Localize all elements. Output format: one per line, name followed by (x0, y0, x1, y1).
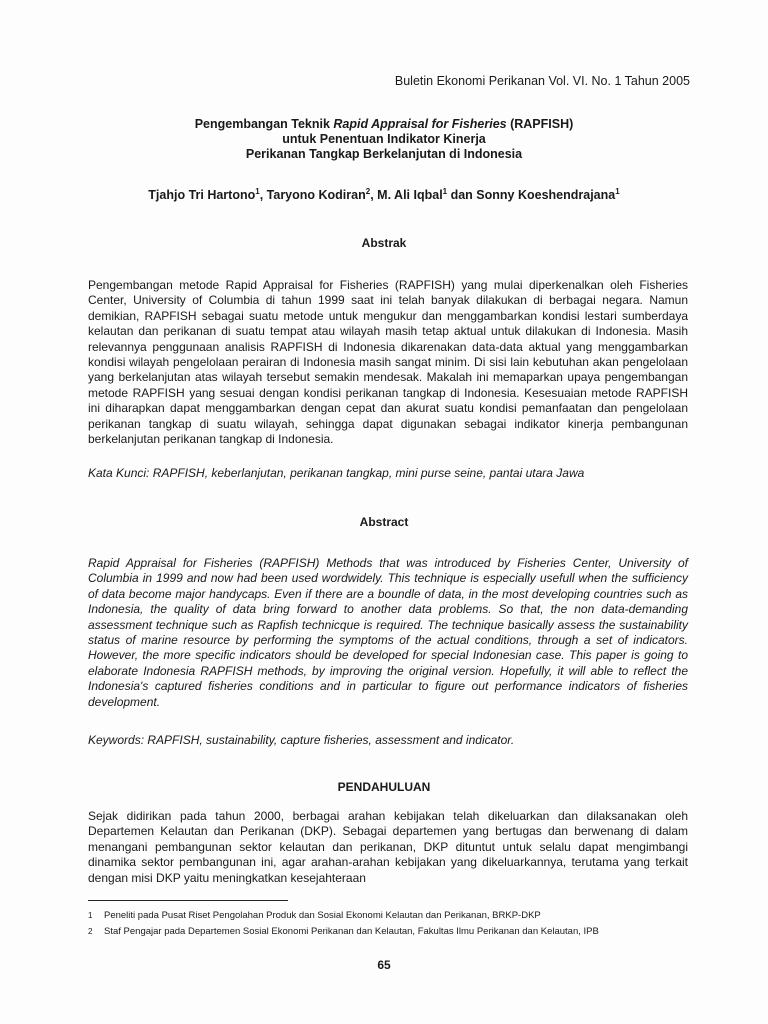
pendahuluan-heading: PENDAHULUAN (337, 780, 431, 794)
abstract-body: Rapid Appraisal for Fisheries (RAPFISH) Methods that was introduced by Fisheries Center, University of Columbia in 1999 and now had been used wordwidely. This technique is especially usefull when the sufficiency of data become major handycaps. Even if there are a boundle of data, in the most developing countries such as Indonesia, the quality of data bring forward to another data problems. So that, the non data-demanding assessment technique such as Rapfish technicque is required. The technique basically assess the sustainability status of marine resource by performing the symptoms of the actual conditions, through a set of indicators. However, the more specific indicators should be developed for special Indonesian case. This paper is going to elaborate Indonesia RAPFISH methods, by improving the original version. Hopefully, it will able to reflect the Indonesia's captured fisheries conditions and in particular to figure out performance indicators of fisheries development. (88, 556, 688, 709)
footnote-text: Peneliti pada Pusat Riset Pengolahan Produk dan Sosial Ekonomi Kelautan dan Perikanan, BRKP-DKP (104, 910, 541, 921)
author-affiliation-mark: 2 (365, 187, 371, 196)
footnote-2 (88, 926, 688, 938)
abstract-keywords: Keywords: RAPFISH, sustainability, capture fisheries, assessment and indicator. (88, 733, 515, 747)
footnote-number: 2 (88, 927, 93, 936)
author-list: Tjahjo Tri Hartono$^1$, Taryono Kodiran$^2$, M. Ali Iqbal$^1$ dan Sonny Koeshendrajana$^1$ (148, 187, 620, 203)
title-italic-term: Rapid Appraisal for Fisheries (333, 117, 507, 131)
author-name: Taryono Kodiran (266, 188, 366, 203)
author-affiliation-mark: 1 (442, 187, 448, 196)
footnote-text: Staf Pengajar pada Departemen Sosial Ekonomi Perikanan dan Kelautan, Fakultas Ilmu Perikanan dan Kelautan, IPB (104, 926, 599, 937)
abstrak-keywords: Kata Kunci: RAPFISH, keberlanjutan, perikanan tangkap, mini purse seine, pantai utara Jawa (88, 466, 585, 480)
author-name: Tjahjo Tri Hartono (148, 188, 256, 203)
abstract-heading: Abstract (359, 515, 409, 529)
title-line-1: Pengembangan Teknik Rapid Appraisal for Fisheries (RAPFISH) (194, 117, 574, 131)
abstrak-body: Pengembangan metode Rapid Appraisal for Fisheries (RAPFISH) yang mulai diperkenalkan oleh Fisheries Center, University of Columbia di tahun 1999 saat ini telah banyak dilakukan di berbagai negara. Namun demikian, RAPFISH sebagai suatu metode untuk mengukur dan menggambarkan kondisi lestari sumberdaya kelautan dan perikanan di suatu tempat atau wilayah masih tetap aktual untuk dilakukan di Indonesia. Masih relevannya penggunaan analisis RAPFISH di Indonesia dikarenakan data-data aktual yang menggambarkan kondisi wilayah pengelolaan perairan di Indonesia masih sangat minim. Di sisi lain kebutuhan akan pengelolaan yang berkelanjutan atas wilayah tersebut semakin mendesak. Makalah ini memaparkan upaya pengembangan metode RAPFISH yang sesuai dengan kondisi perikanan tangkap di Indonesia. Kesesuaian metode RAPFISH ini diharapkan dapat menggambarkan dengan cepat dan akurat suatu kondisi pemanfaatan dan pengelolaan perikanan tangkap di suatu wilayah, sehingga dapat digunakan sebagai indikator kinerja pembangunan berkelanjutan perikanan tangkap di Indonesia. (88, 278, 688, 447)
author-affiliation-mark: 1 (615, 187, 620, 196)
abstrak-heading: Abstrak (361, 236, 407, 250)
journal-header: Buletin Ekonomi Perikanan Vol. VI. No. 1 Tahun 2005 (394, 74, 690, 88)
footnote-1 (88, 910, 688, 922)
author-name: M. Ali Iqbal (377, 188, 443, 203)
author-name: Sonny Koeshendrajana (476, 188, 616, 203)
page-number: 65 (377, 958, 391, 972)
footnote-divider (88, 900, 288, 901)
footnote-number: 1 (88, 911, 93, 920)
title-line-2: untuk Penentuan Indikator Kinerja (282, 132, 486, 146)
paper-title (0, 117, 768, 162)
pendahuluan-body: Sejak didirikan pada tahun 2000, berbagai arahan kebijakan telah dikeluarkan dan dilaksanakan oleh Departemen Kelautan dan Perikanan (DKP). Sebagai departemen yang bertugas dan berwenang di dalam menangani pembangunan sektor kelautan dan perikanan, DKP dituntut untuk selalu dapat mengimbangi dinamika sektor pembangunan ini, agar arahan-arahan kebijakan yang dikeluarkannya, terutama yang terkait dengan misi DKP yaitu meningkatkan kesejahteraan (88, 809, 688, 885)
title-line-3: Perikanan Tangkap Berkelanjutan di Indonesia (245, 147, 523, 161)
author-affiliation-mark: 1 (255, 187, 260, 196)
